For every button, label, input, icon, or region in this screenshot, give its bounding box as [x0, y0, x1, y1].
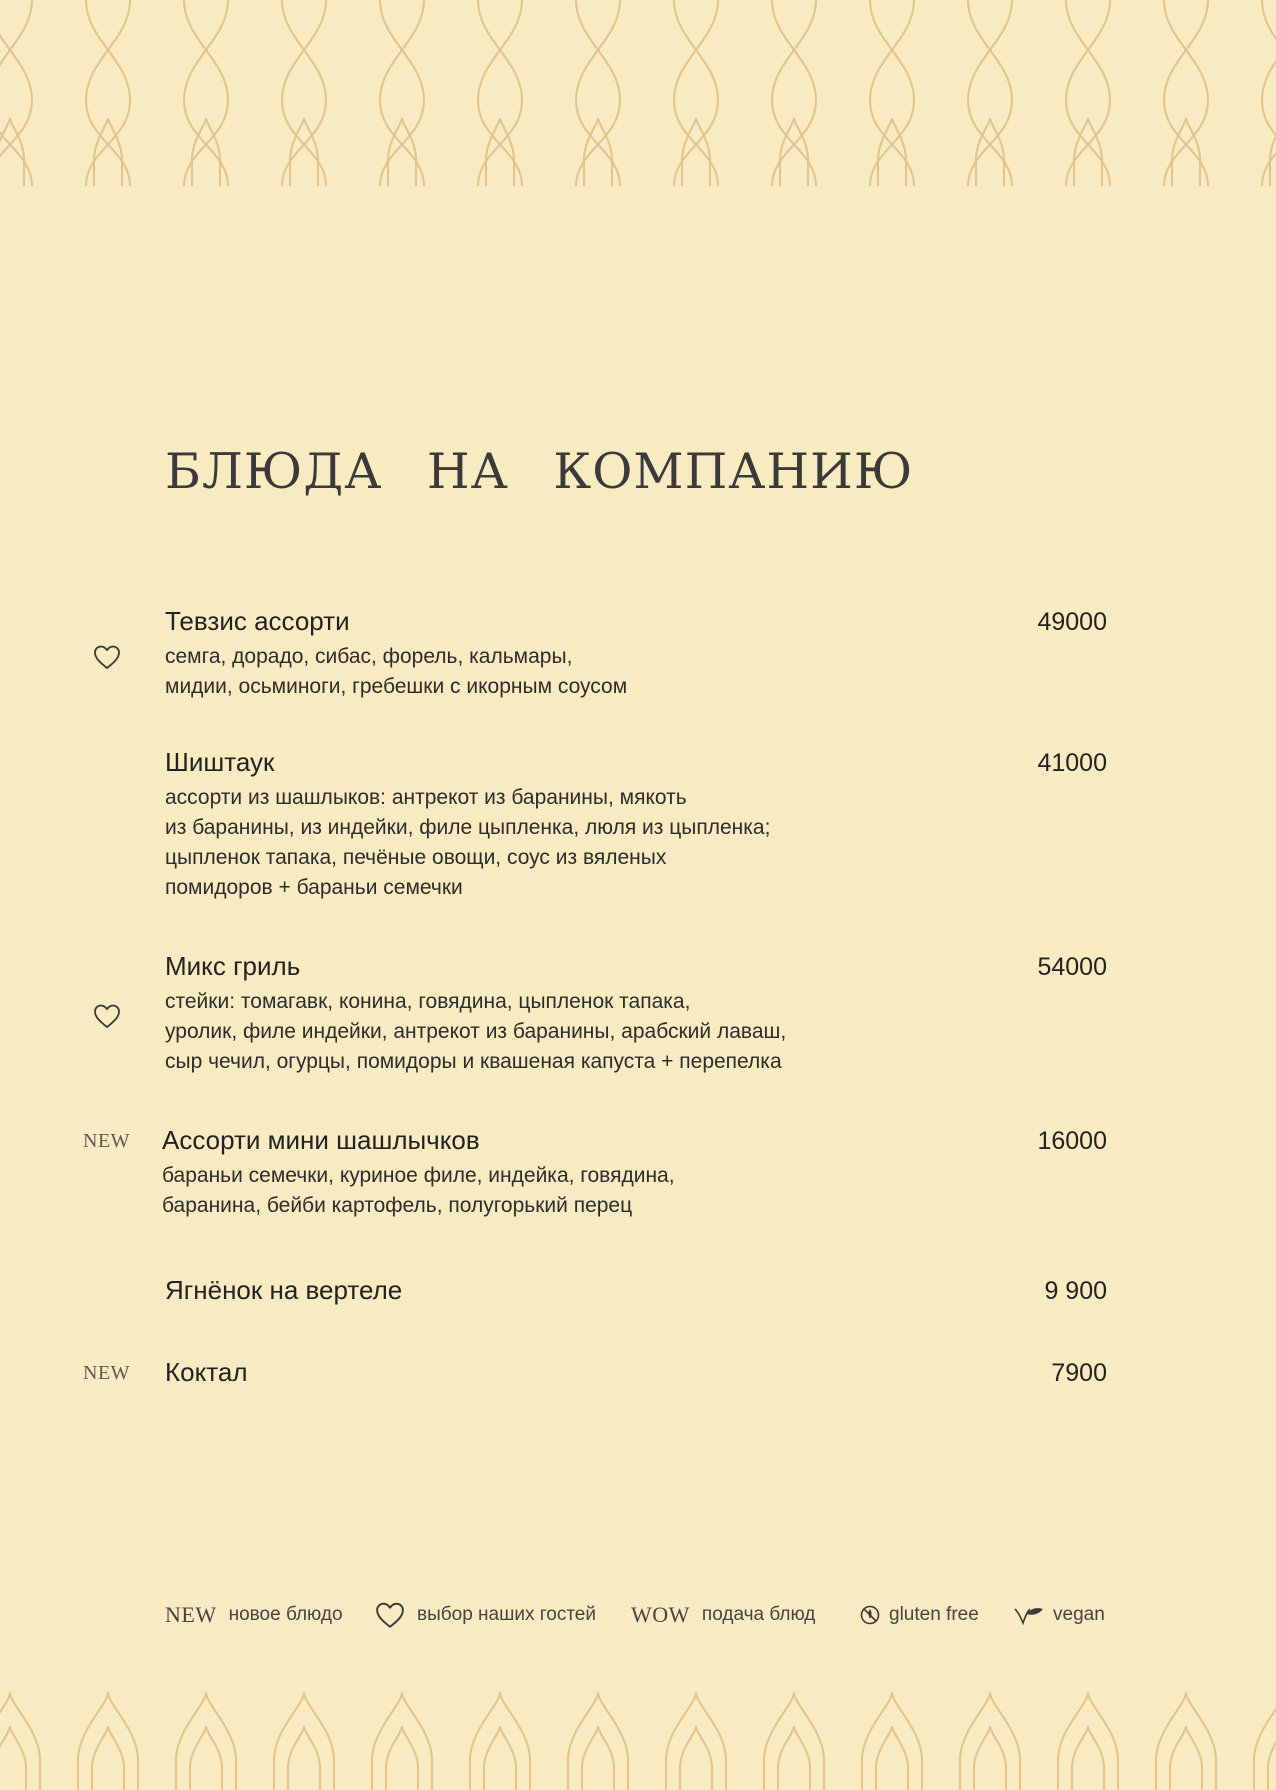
pattern-stroke [0, 1692, 40, 1790]
decorative-pattern-bottom [0, 1690, 1276, 1790]
pattern-stroke [1156, 1692, 1216, 1790]
pattern-stroke [1172, 118, 1200, 186]
pattern-stroke [388, 118, 416, 186]
pattern-stroke [288, 1726, 320, 1790]
legend-label: новое блюдо [228, 1604, 343, 1625]
dish-description-line: уролик, филе индейки, антрекот из баранины, арабский лаваш, [165, 1020, 787, 1043]
legend-item-vegan [1013, 1598, 1105, 1632]
pattern-stroke [582, 1726, 614, 1790]
pattern-stroke [0, 0, 32, 186]
pattern-stroke [386, 1726, 418, 1790]
pattern-stroke [778, 1726, 810, 1790]
pattern-stroke [1072, 1726, 1104, 1790]
dish-name: Ягнёнок на вертеле [165, 1275, 403, 1305]
heart-icon [375, 1601, 405, 1629]
pattern-stroke [862, 1692, 922, 1790]
dish-description-line: стейки: томагавк, конина, говядина, цыпленок тапака, [165, 990, 691, 1013]
pattern-stroke [878, 118, 906, 186]
pattern-stroke [1254, 1692, 1276, 1790]
pattern-stroke [372, 1692, 432, 1790]
pattern-stroke [780, 118, 808, 186]
legend-label: vegan [1053, 1604, 1105, 1625]
pattern-stroke [192, 118, 220, 186]
legend-item-gluten-free [859, 1598, 979, 1632]
dish-description-line: семга, дорадо, сибас, форель, кальмары, [165, 645, 573, 668]
pattern-stroke [1074, 118, 1102, 186]
dish-description-line: баранина, бейби картофель, полугорький перец [162, 1194, 633, 1217]
new-badge: NEW [83, 1130, 131, 1152]
dish-name: Тевзис ассорти [165, 606, 350, 636]
dish-description [165, 783, 770, 903]
pattern-stroke [470, 1692, 530, 1790]
pattern-stroke [0, 0, 32, 186]
wow-mark: WOW [631, 1602, 690, 1627]
dish-price: 9 900 [1044, 1277, 1107, 1305]
dish-price: 54000 [1037, 953, 1107, 981]
pattern-stroke [568, 1692, 628, 1790]
vegan-icon [1013, 1604, 1045, 1626]
pattern-stroke [1170, 1726, 1202, 1790]
pattern-stroke [1262, 0, 1276, 186]
pattern-stroke [976, 118, 1004, 186]
new-mark: NEW [165, 1602, 217, 1627]
pattern-stroke [1268, 1726, 1276, 1790]
dish-description [165, 987, 786, 1077]
pattern-stroke [0, 1726, 26, 1790]
pattern-stroke [680, 1726, 712, 1790]
dish-price: 7900 [1051, 1359, 1107, 1387]
heart-icon [93, 1003, 121, 1029]
pattern-stroke [190, 1726, 222, 1790]
pattern-stroke [666, 1692, 726, 1790]
pattern-stroke [974, 1726, 1006, 1790]
pattern-stroke [94, 118, 122, 186]
dish-name: Коктал [165, 1357, 248, 1387]
legend-item-new [165, 1598, 343, 1632]
legend-label: подача блюд [701, 1604, 816, 1625]
dish-name: Микс гриль [165, 951, 301, 981]
dish-description-line: из баранины, из индейки, филе цыпленка, люля из цыпленка; [165, 816, 771, 839]
legend-label: gluten free [889, 1604, 979, 1625]
dish-description [162, 1161, 675, 1221]
dish-description [165, 642, 627, 702]
new-badge: NEW [83, 1362, 131, 1384]
pattern-stroke [484, 1726, 516, 1790]
dish-description-line: ассорти из шашлыков: антрекот из баранины, мякоть [165, 786, 687, 809]
pattern-stroke [290, 118, 318, 186]
decorative-pattern-top [0, 0, 1276, 190]
legend-item-heart [375, 1598, 596, 1632]
dish-price: 16000 [1037, 1127, 1107, 1155]
gluten-free-icon [859, 1604, 881, 1626]
dish-name: Ассорти мини шашлычков [162, 1125, 480, 1155]
heart-icon [93, 644, 121, 670]
dish-name: Шиштаук [165, 747, 275, 777]
pattern-stroke [1058, 1692, 1118, 1790]
pattern-stroke [960, 1692, 1020, 1790]
dish-price: 49000 [1037, 608, 1107, 636]
pattern-stroke [78, 1692, 138, 1790]
dish-price: 41000 [1037, 749, 1107, 777]
dish-description-line: бараньи семечки, куриное филе, индейка, говядина, [162, 1164, 675, 1187]
pattern-stroke [92, 1726, 124, 1790]
pattern-stroke [764, 1692, 824, 1790]
dish-description-line: помидоров + бараньи семечки [165, 876, 463, 899]
legend-label: выбор наших гостей [417, 1604, 596, 1625]
pattern-stroke [274, 1692, 334, 1790]
pattern-stroke [176, 1692, 236, 1790]
dish-description-line: сыр чечил, огурцы, помидоры и квашеная капуста + перепелка [165, 1050, 782, 1073]
pattern-stroke [486, 118, 514, 186]
legend-item-wow [631, 1598, 815, 1632]
pattern-stroke [682, 118, 710, 186]
dish-description-line: мидии, осьминоги, гребешки с икорным соусом [165, 675, 628, 698]
pattern-stroke [876, 1726, 908, 1790]
legend [165, 1598, 1111, 1632]
dish-description-line: цыпленок тапака, печёные овощи, соус из вяленых [165, 846, 667, 869]
page-title: БЛЮДА НА КОМПАНИЮ [165, 443, 914, 500]
pattern-stroke [584, 118, 612, 186]
